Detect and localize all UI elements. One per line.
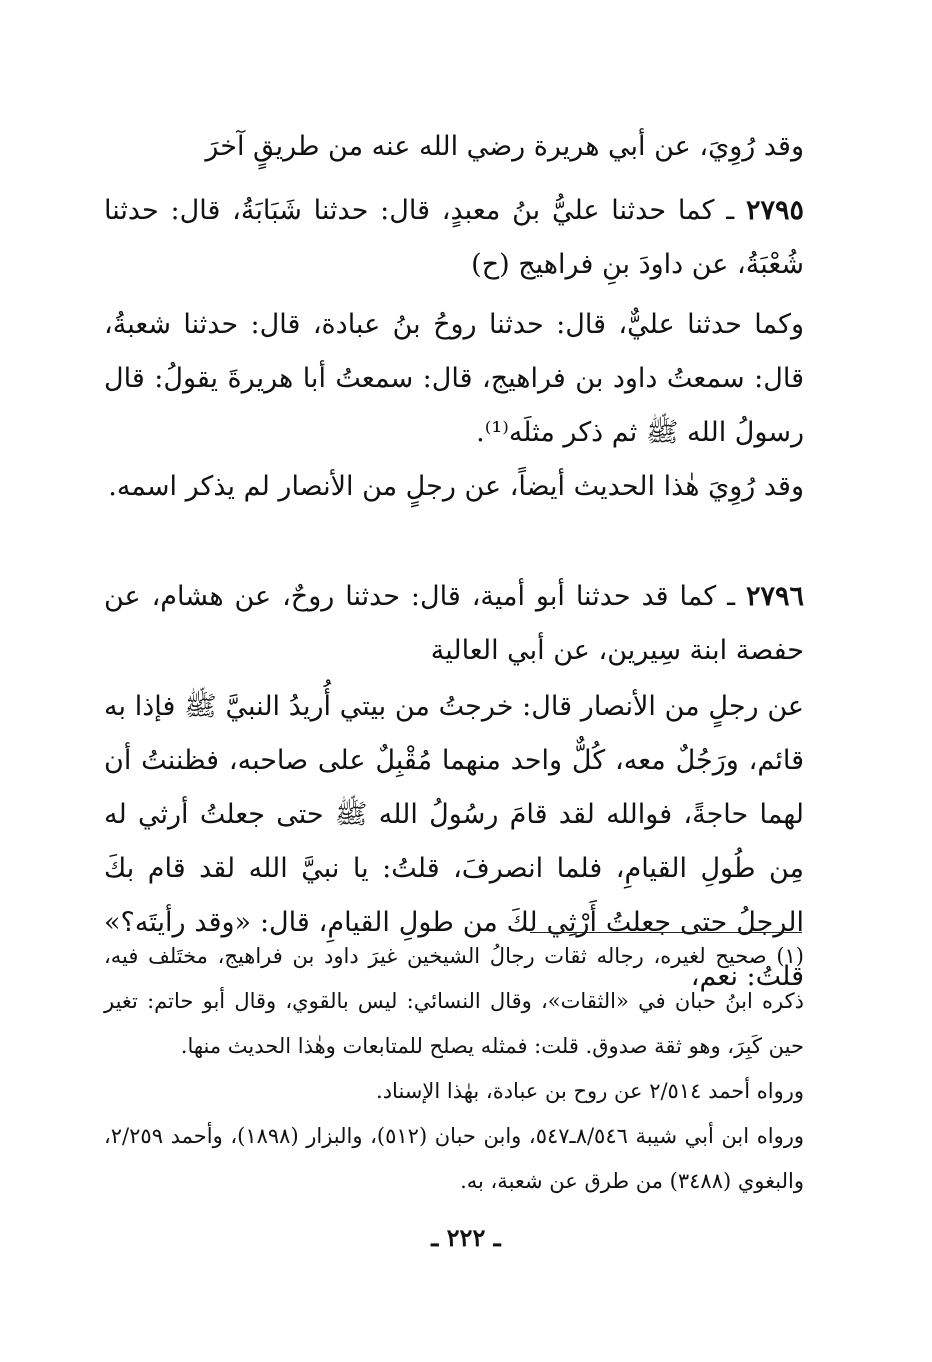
page-number: ـ ٢٢٢ ـ bbox=[431, 1223, 501, 1252]
footnotes bbox=[104, 934, 804, 1204]
hadith-2796-paragraph bbox=[104, 570, 804, 678]
footnote-continuation-1: ورواه أحمد ٢/٥١٤ عن روح بن عبادة، بهٰذا الإسناد. bbox=[376, 1079, 804, 1103]
hadith-2796 bbox=[104, 570, 804, 678]
hadith-2796-text: ـ كما قد حدثنا أبو أمية، قال: حدثنا روحٌ، عن هشام، عن حفصة ابنة سِيرين، عن أبي العالية bbox=[104, 581, 804, 666]
intro-line-1 bbox=[104, 120, 804, 174]
hadith-2795-text: ـ كما حدثنا عليُّ بنُ معبدٍ، قال: حدثنا شَبَابَةُ، قال: حدثنا شُعْبَةُ، عن داودَ بنِ فراهيج (ح) bbox=[104, 195, 804, 280]
hadith-2795 bbox=[104, 184, 804, 292]
hadith-number-2795: ٢٧٩٥ bbox=[745, 195, 804, 226]
isnad-chain-2 bbox=[104, 298, 804, 460]
footnote-continuation-2: ورواه ابن أبي شيبة ٨/٥٤٦ـ٥٤٧، وابن حبان (٥١٢)، والبزار (١٨٩٨)، وأحمد ٢/٢٥٩، والبغوي (٣٤٨٨) من طرق عن شعبة، به. bbox=[104, 1124, 804, 1193]
intro-1-text: وقد رُوِيَ، عن أبي هريرة رضي الله عنه من طريقٍ آخرَ bbox=[205, 131, 804, 162]
hadith-number-2796: ٢٧٩٦ bbox=[745, 581, 804, 612]
footnote-1: (١) صحيح لغيره، رجاله ثقات رجالُ الشيخين غيرَ داود بن فراهيج، مختَلف فيه، ذكره ابنُ حبان في «الثقات»، وقال النسائي: ليس بالقوي، وقال أبو حاتم: تغير حين كَبِرَ، وهو ثقة صدوق. قلت: فمثله يصلح للمتابعات وهٰذا الحديث منها. bbox=[104, 944, 804, 1058]
intro-2-text: وقد رُوِيَ هٰذا الحديث أيضاً، عن رجلٍ من الأنصار لم يذكر اسمه. bbox=[108, 471, 804, 502]
matn-text: عن رجلٍ من الأنصار قال: خرجتُ من بيتي أُريدُ النبيَّ ﷺ فإذا به قائم، ورَجُلٌ معه، كُلٌّ واحد منهما مُقْبِلٌ على صاحبه، فظننتُ أن لهما حاجةً، فوالله لقد قامَ رسُولُ الله ﷺ حتى جعلتُ أرثي له مِن طُولِ القيامِ، فلما انصرفَ، قلتُ: يا نبيَّ الله لقد قام بكَ الرجلُ حتى جعلتُ أَرْثِي لكَ من طولِ القيامِ، قال: «وقد رأيتَه؟» قلتُ: نعم، bbox=[104, 691, 804, 992]
intro-line-2 bbox=[104, 460, 804, 514]
hadith-2795-paragraph bbox=[104, 184, 804, 292]
chain-2-text: وكما حدثنا عليٌّ، قال: حدثنا روحُ بنُ عبادة، قال: حدثنا شعبةُ، قال: سمعتُ داود بن فراهيج، قال: سمعتُ أبا هريرةَ يقولُ: قال رسولُ الله ﷺ ثم ذكر مثلَه⁽¹⁾. bbox=[104, 309, 804, 448]
footnote-separator bbox=[530, 932, 802, 933]
